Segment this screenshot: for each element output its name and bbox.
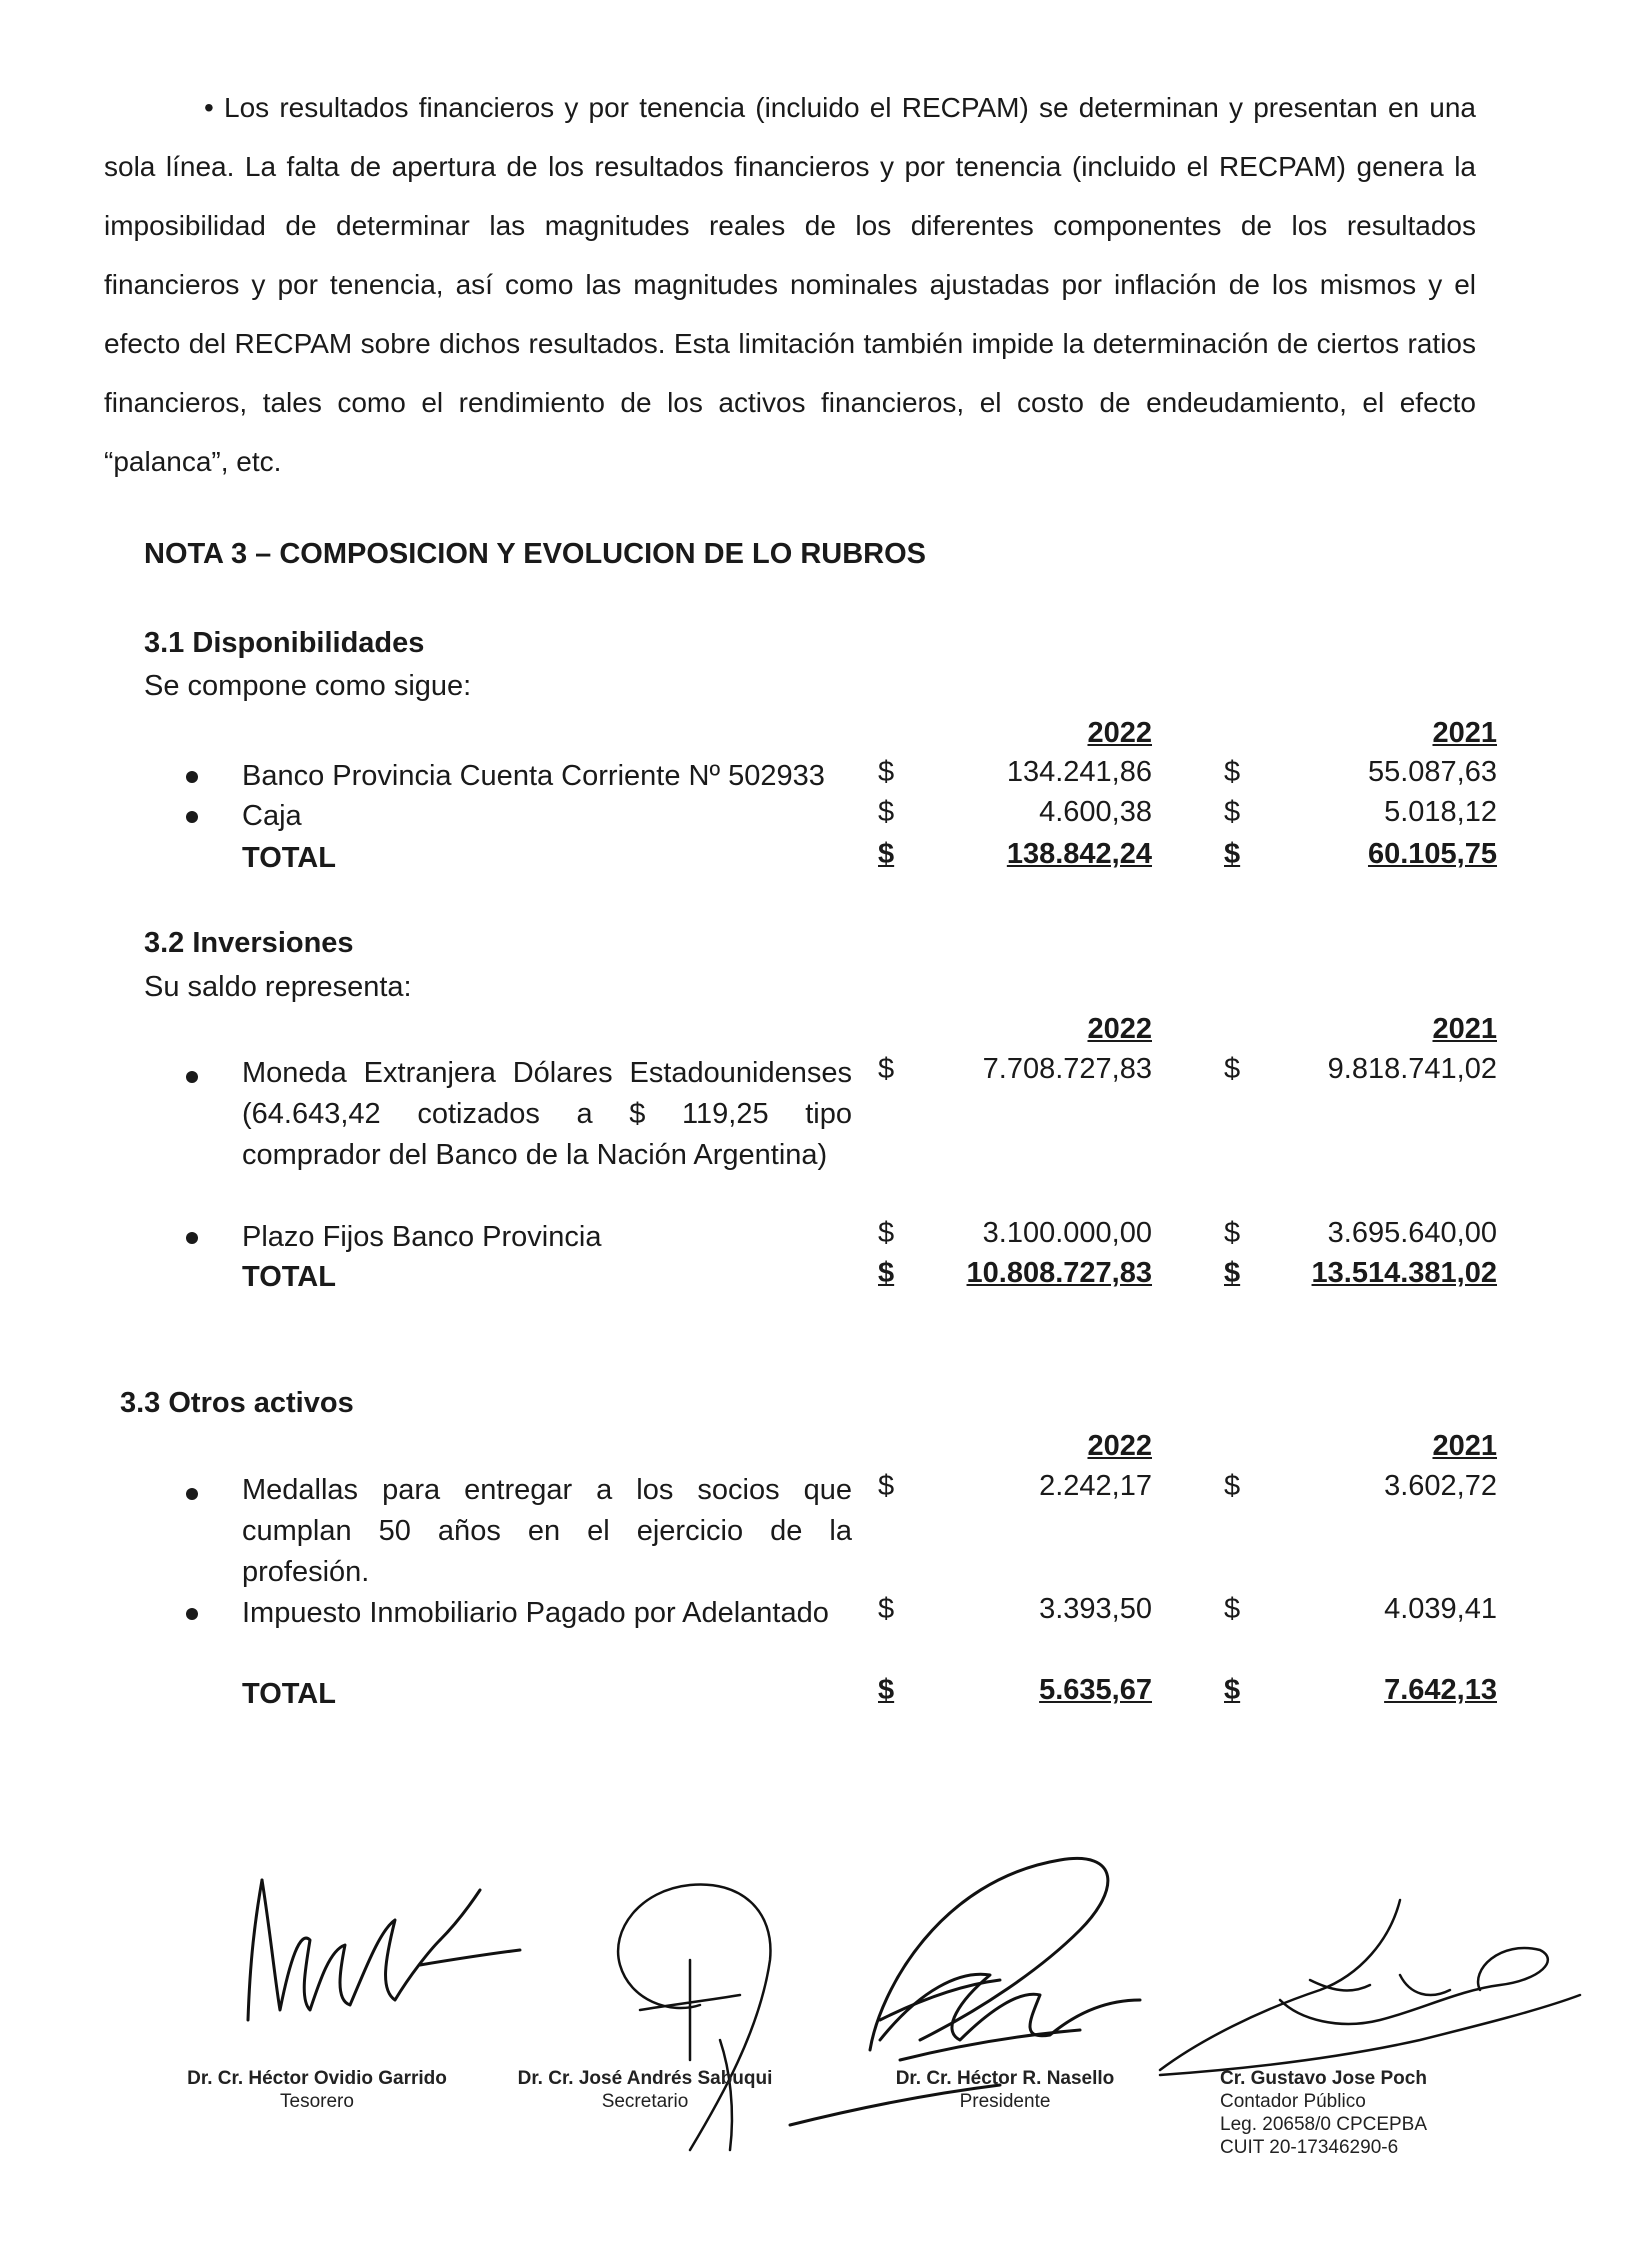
section-title-disponibilidades: 3.1 Disponibilidades [144,627,425,659]
year-header-2021: 2021 [1432,717,1497,749]
year-header-2022: 2022 [1087,1013,1152,1045]
bullet-point [186,1071,198,1083]
currency-symbol: $ [878,796,895,828]
amount-2021: 3.602,72 [1384,1470,1497,1502]
currency-symbol: $ [1224,756,1241,788]
currency-symbol: $ [878,1674,895,1706]
currency-symbol: $ [878,1053,895,1085]
year-header-2021: 2021 [1432,1013,1497,1045]
signature-caption-poch [1220,2067,1427,2159]
item-label: Medallas para entregar a los socios que cumplan 50 años en el ejercicio de la profesión. [242,1474,852,1588]
amount-2022: 4.600,38 [1039,796,1152,828]
signature-poch [1160,1900,1580,2075]
accountant-leg: Leg. 20658/0 CPCEPBA [1220,2114,1428,2135]
item-label: Caja [242,800,302,832]
amount-2022: 7.708.727,83 [982,1053,1152,1085]
nota-title: NOTA 3 – COMPOSICION Y EVOLUCION DE LO RUBROS [144,538,927,570]
currency-symbol: $ [1224,838,1241,870]
bullet-mark: • [204,92,214,123]
bullet-point [186,1232,198,1244]
amount-2021: 55.087,63 [1367,756,1497,788]
year-header-2022: 2022 [1087,1430,1152,1462]
total-label: TOTAL [242,1678,336,1710]
total-2022: 5.635,67 [1039,1674,1152,1706]
total-label: TOTAL [242,1261,336,1293]
bullet-point [186,1608,198,1620]
section-title-inversiones: 3.2 Inversiones [144,927,354,959]
currency-symbol: $ [1224,1217,1241,1249]
total-2021: 60.105,75 [1367,838,1497,870]
signer-name: Dr. Cr. Héctor R. Nasello [895,2068,1115,2089]
currency-symbol: $ [1224,1674,1241,1706]
currency-symbol: $ [878,756,895,788]
bullet-point [186,811,198,823]
currency-symbol: $ [878,1217,895,1249]
handwritten-signatures [0,1780,1626,2256]
bullet-point [186,1488,198,1500]
item-label: Plazo Fijos Banco Provincia [242,1221,602,1253]
item-label: Banco Provincia Cuenta Corriente Nº 502933 [242,760,825,792]
signer-role: Presidente [959,2091,1051,2112]
year-header-2021: 2021 [1432,1430,1497,1462]
signer-name: Dr. Cr. José Andrés Sabuqui [517,2068,773,2089]
signature-garrido [248,1880,520,2020]
amount-2021: 9.818.741,02 [1327,1053,1497,1085]
intro-paragraph [104,78,1476,491]
accountant-name: Cr. Gustavo Jose Poch [1220,2068,1427,2089]
signature-caption-garrido [172,2067,462,2113]
currency-symbol: $ [878,1593,895,1625]
total-label: TOTAL [242,842,336,874]
amount-2021: 3.695.640,00 [1327,1217,1497,1249]
currency-symbol: $ [878,1257,895,1289]
signer-name: Dr. Cr. Héctor Ovidio Garrido [187,2068,447,2089]
amount-2022: 134.241,86 [1006,756,1152,788]
currency-symbol: $ [1224,1470,1241,1502]
total-2022: 138.842,24 [1006,838,1152,870]
section-subtitle-inversiones: Su saldo representa: [144,971,412,1003]
bullet-point [186,771,198,783]
accountant-title: Contador Público [1220,2091,1366,2112]
section-subtitle-disponibilidades: Se compone como sigue: [144,670,472,702]
item-label: Impuesto Inmobiliario Pagado por Adelantado [242,1597,829,1629]
currency-symbol: $ [1224,796,1241,828]
total-2022: 10.808.727,83 [966,1257,1152,1289]
signer-role: Tesorero [280,2091,354,2112]
signature-caption-nasello [880,2067,1130,2113]
item-label: Moneda Extranjera Dólares Estadounidenses (64.643,42 cotizados a $ 119,25 tipo comprador del Banco de la Nación Argentina) [242,1057,852,1171]
accountant-cuit: CUIT 20-17346290-6 [1220,2137,1399,2158]
amount-2022: 3.393,50 [1039,1593,1152,1625]
currency-symbol: $ [1224,1593,1241,1625]
currency-symbol: $ [1224,1053,1241,1085]
total-2021: 7.642,13 [1384,1674,1497,1706]
total-2021: 13.514.381,02 [1311,1257,1497,1289]
currency-symbol: $ [1224,1257,1241,1289]
year-header-2022: 2022 [1087,717,1152,749]
intro-text: Los resultados financieros y por tenencia (incluido el RECPAM) se determinan y presentan en una sola línea. La falta de apertura de los resultados financieros y por tenencia (incluido el RECPAM) genera la imposibilidad de determinar las magnitudes reales de los diferentes componentes de los resultados financieros y por tenencia, así como las magnitudes nominales ajustadas por inflación de los mismos y el efecto del RECPAM sobre dichos resultados. Esta limitación también impide la determinación de ciertos ratios financieros, tales como el rendimiento de los activos financieros, el costo de endeudamiento, el efecto “palanca”, etc. [104,92,1477,477]
section-title-otros-activos: 3.3 Otros activos [120,1387,354,1419]
amount-2021: 5.018,12 [1384,796,1497,828]
signature-caption-sabuqui [505,2067,785,2113]
currency-symbol: $ [878,1470,895,1502]
amount-2022: 3.100.000,00 [982,1217,1152,1249]
signer-role: Secretario [601,2091,689,2112]
currency-symbol: $ [878,838,895,870]
amount-2022: 2.242,17 [1039,1470,1152,1502]
amount-2021: 4.039,41 [1384,1593,1497,1625]
